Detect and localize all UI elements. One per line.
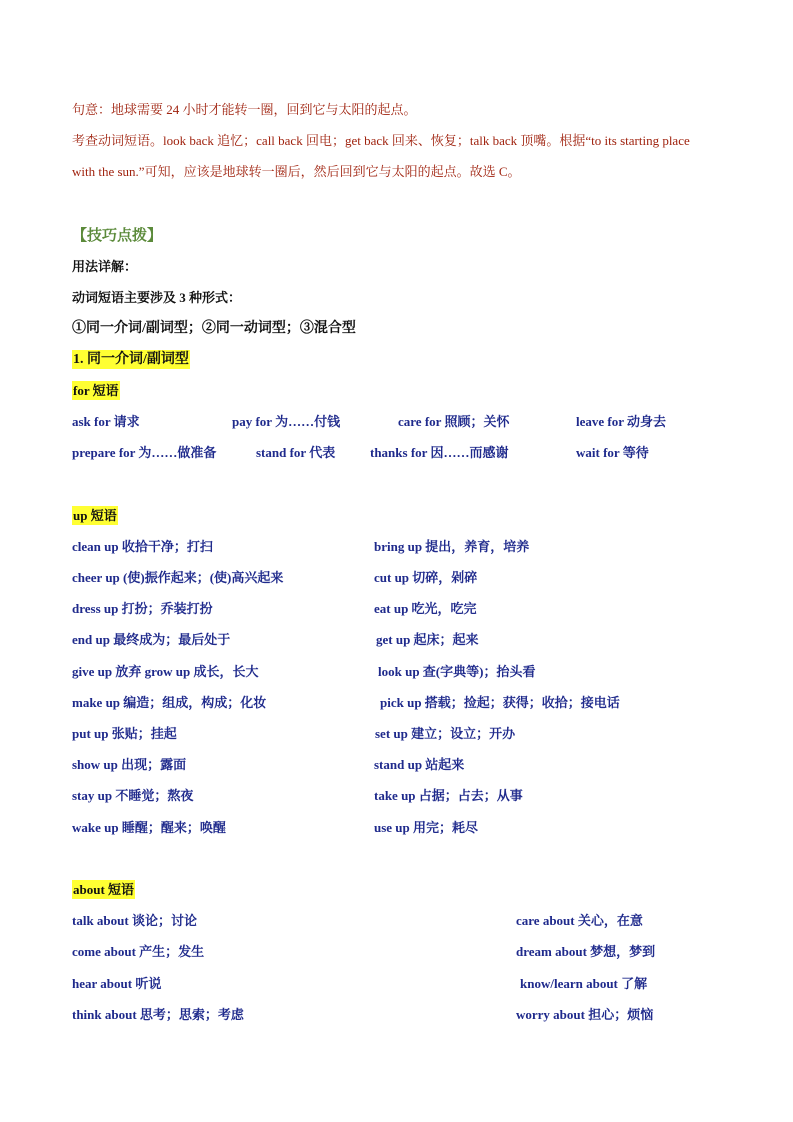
up-phrase: bring up 提出，养育，培养 [374,539,530,554]
up-heading: up 短语 [73,508,117,523]
about-phrase: think about 思考；思索；考虑 [72,1007,244,1022]
up-phrase: set up 建立；设立；开办 [375,726,516,741]
for-heading: for 短语 [73,383,119,398]
up-phrase: look up 查(字典等)；抬头看 [378,664,536,679]
for-phrase: wait for 等待 [576,445,649,460]
about-phrase: dream about 梦想，梦到 [516,944,656,959]
about-phrase: care about 关心，在意 [516,913,643,928]
up-phrase: show up 出现；露面 [72,757,187,772]
up-phrase: clean up 收拾干净；打扫 [72,539,213,554]
forms-intro: 动词短语主要涉及 3 种形式： [72,290,242,305]
up-phrase: stay up 不睡觉；熬夜 [72,788,194,803]
for-phrase: care for 照顾；关怀 [398,414,510,429]
section-1-heading: 1. 同一介词/副词型 [73,352,189,367]
up-phrase: give up 放弃 grow up 成长，长大 [72,664,259,679]
for-phrase: prepare for 为……做准备 [72,445,217,460]
for-phrase: leave for 动身去 [576,414,667,429]
up-phrase: put up 张贴；挂起 [72,726,177,741]
up-phrase: cheer up (使)振作起来；(使)高兴起来 [72,570,284,585]
up-phrase: take up 占据；占去；从事 [374,788,523,803]
about-phrase: worry about 担心；烦恼 [516,1007,654,1022]
up-phrase: use up 用完；耗尽 [374,820,479,835]
explanation-line-3: with the sun.”可知，应该是地球转一圈后，然后回到它与太阳的起点。故选 C。 [72,164,521,179]
up-phrase: cut up 切碎，剁碎 [374,570,478,585]
up-phrase: make up 编造；组成，构成；化妆 [72,695,267,710]
about-phrase: hear about 听说 [72,976,162,991]
explanation-line-2: 考查动词短语。look back 追忆；call back 回电；get back 回来、恢复；talk back 顶嘴。根据“to its starting place [72,133,690,148]
about-heading: about 短语 [73,882,135,897]
tips-title: 【技巧点拨】 [72,228,163,244]
about-phrase: know/learn about 了解 [520,976,648,991]
usage-label: 用法详解： [72,259,138,274]
up-phrase: eat up 吃光，吃完 [374,601,477,616]
for-phrase: thanks for 因……而感谢 [370,445,509,460]
up-phrase: wake up 睡醒；醒来；唤醒 [72,820,226,835]
explanation-line-1: 句意：地球需要 24 小时才能转一圈，回到它与太阳的起点。 [72,102,417,117]
forms-list: ①同一介词/副词型；②同一动词型；③混合型 [72,321,356,336]
up-phrase: get up 起床；起来 [376,632,479,647]
about-phrase: talk about 谈论；讨论 [72,913,197,928]
up-phrase: dress up 打扮；乔装打扮 [72,601,213,616]
up-phrase: pick up 搭载；捡起；获得；收拾；接电话 [380,695,620,710]
up-phrase: stand up 站起来 [374,757,465,772]
up-phrase: end up 最终成为；最后处于 [72,632,231,647]
about-phrase: come about 产生；发生 [72,944,205,959]
for-phrase: ask for 请求 [72,414,140,429]
for-phrase: pay for 为……付钱 [232,414,341,429]
for-phrase: stand for 代表 [256,445,336,460]
